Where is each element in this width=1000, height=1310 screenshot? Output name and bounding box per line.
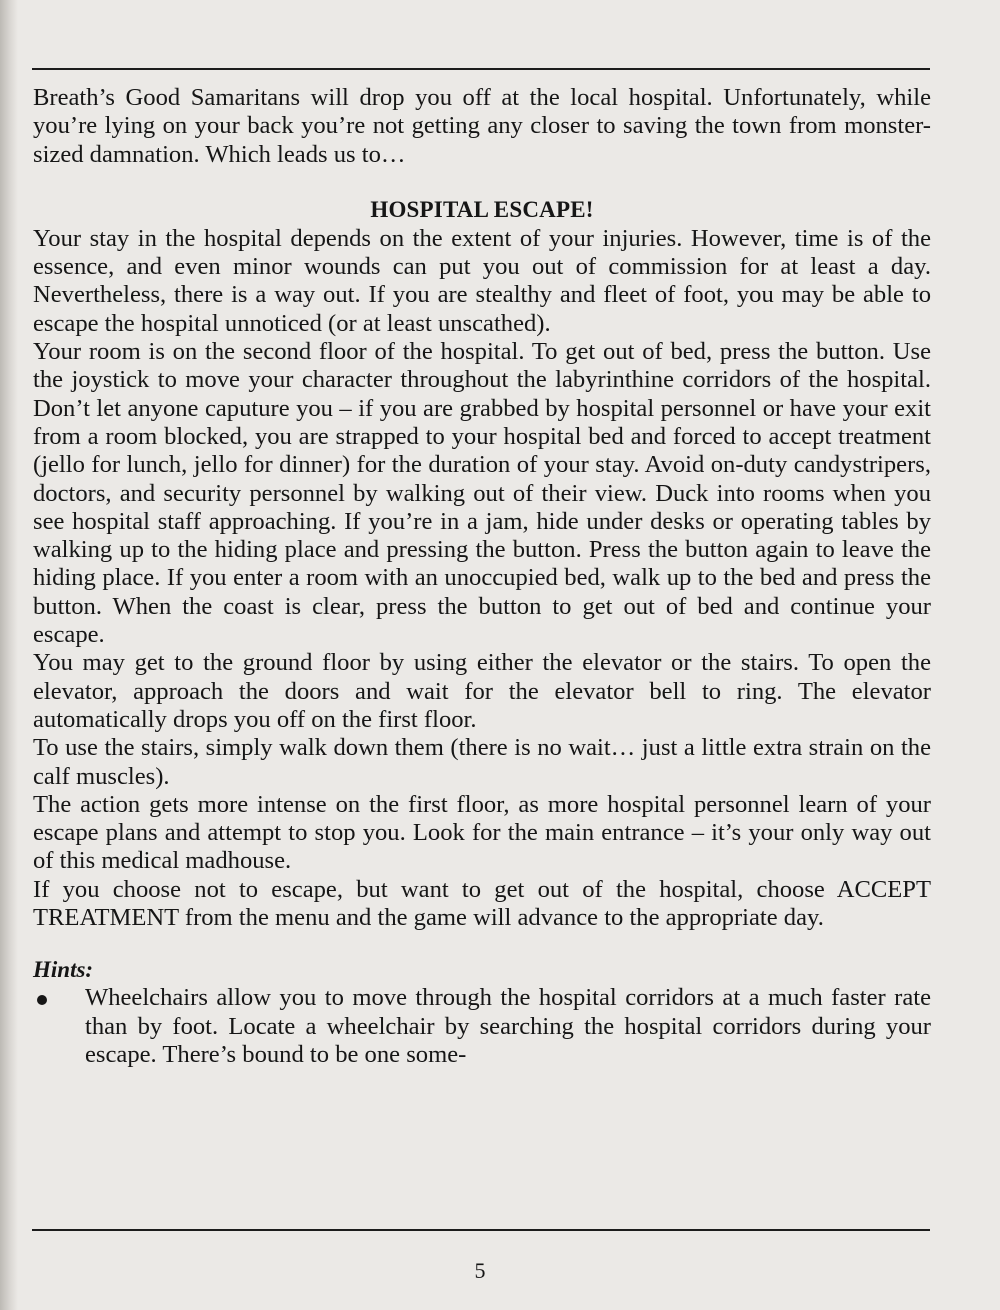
page-binding-shadow bbox=[0, 0, 18, 1310]
section-heading: HOSPITAL ESCAPE! bbox=[370, 196, 594, 222]
hint-list-item bbox=[33, 984, 931, 1069]
body-paragraph: You may get to the ground floor by using either the elevator or the stairs. To open the elevator, approach the doors and wait for the elevator bell to ring. The elevator automatically drops you off on the first floor. bbox=[33, 649, 931, 733]
body-paragraph: If you choose not to escape, but want to get out of the hospital, choose ACCEPT TREATMENT from the menu and the game will advance to the appropriate day. bbox=[33, 875, 931, 932]
page-content bbox=[33, 84, 931, 1069]
bullet-icon bbox=[37, 995, 47, 1005]
hints-heading: Hints: bbox=[33, 957, 94, 983]
body-paragraph: To use the stairs, simply walk down them (there is no wait… just a little extra strain on the calf muscles). bbox=[33, 734, 931, 790]
intro-paragraph: Breath’s Good Samaritans will drop you off at the local hospital. Unfortunately, while you’re lying on your back you’re not getting any closer to saving the town from monster-sized damnation. Which leads us to… bbox=[33, 84, 931, 168]
top-rule bbox=[32, 68, 930, 70]
body-paragraph: Your room is on the second floor of the hospital. To get out of bed, press the button. Use the joystick to move your character throughout the labyrinthine corridors of the hospital. Don’t let anyone caputure you – if you are grabbed by hospital personnel or have your exit from a room blocked, you are strapped to your hospital bed and forced to accept treatment (jello for lunch, jello for dinner) for the duration of your stay. Avoid on-duty candystripers, doctors, and security personnel by walking out of their view. Duck into rooms when you see hospital staff approaching. If you’re in a jam, hide under desks or operating tables by walking up to the hiding place and pressing the button. Press the button again to leave the hiding place. If you enter a room with an unoccupied bed, walk up to the bed and press the button. When the coast is clear, press the button to get out of bed and continue your escape. bbox=[33, 338, 931, 649]
hint-text: Wheelchairs allow you to move through the hospital corridors at a much faster rate than by foot. Locate a wheelchair by searching the hospital corridors during your escape. There’s bound to be one some- bbox=[85, 984, 931, 1068]
bottom-rule bbox=[32, 1229, 930, 1231]
body-paragraph: Your stay in the hospital depends on the extent of your injuries. However, time is of the essence, and even minor wounds can put you out of commission for at least a day. Nevertheless, there is a way out. If you are stealthy and fleet of foot, you may be able to escape the hospital unnoticed (or at least unscathed). bbox=[33, 224, 931, 337]
page-number: 5 bbox=[474, 1258, 486, 1283]
body-paragraph: The action gets more intense on the first floor, as more hospital personnel learn of your escape plans and attempt to stop you. Look for the main entrance – it’s your only way out of this medical madhouse. bbox=[33, 790, 931, 875]
